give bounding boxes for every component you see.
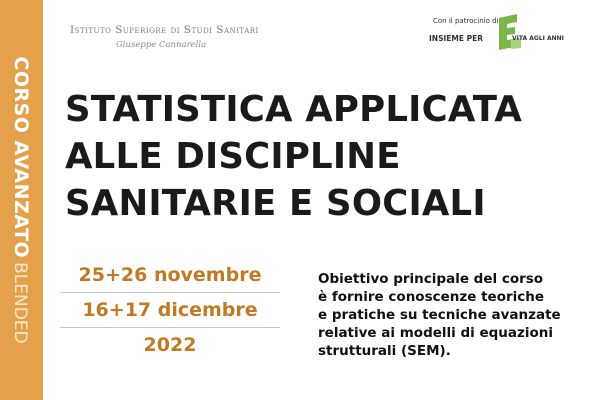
description-line: e pratiche su tecniche avanzate <box>318 307 561 323</box>
date-year: 2022 <box>143 334 197 356</box>
patronage-label: Con il patrocinio di <box>433 17 499 25</box>
patron-logo-icon <box>497 14 523 50</box>
course-level: CORSO AVANZATO <box>10 56 32 259</box>
course-mode: BLENDED <box>10 262 30 344</box>
title-line: STATISTICA APPLICATA <box>65 89 523 130</box>
title-line: SANITARIE E SOCIALI <box>65 183 486 224</box>
description-line: strutturali (SEM). <box>318 343 451 359</box>
description-line: è fornire conoscenze teoriche <box>318 289 545 305</box>
sidebar-label <box>10 56 32 343</box>
patron-name-right: VITA AGLI ANNI <box>512 35 564 42</box>
title-line: ALLE DISCIPLINE <box>65 136 401 177</box>
institute-subtitle: Giuseppe Cannarella <box>116 40 207 50</box>
description-line: relative ai modelli di equazioni <box>318 325 553 341</box>
course-dates <box>60 258 280 362</box>
date-december: 16+17 dicembre <box>60 293 280 328</box>
institute-name: Istituto Superiore di Studi Sanitari <box>70 24 259 36</box>
sidebar-band <box>0 0 43 400</box>
course-description <box>318 270 593 360</box>
course-title <box>65 86 585 227</box>
date-november: 25+26 novembre <box>60 258 280 293</box>
description-line: Obiettivo principale del corso <box>318 271 544 287</box>
patron-name-left: INSIEME PER <box>429 34 483 43</box>
